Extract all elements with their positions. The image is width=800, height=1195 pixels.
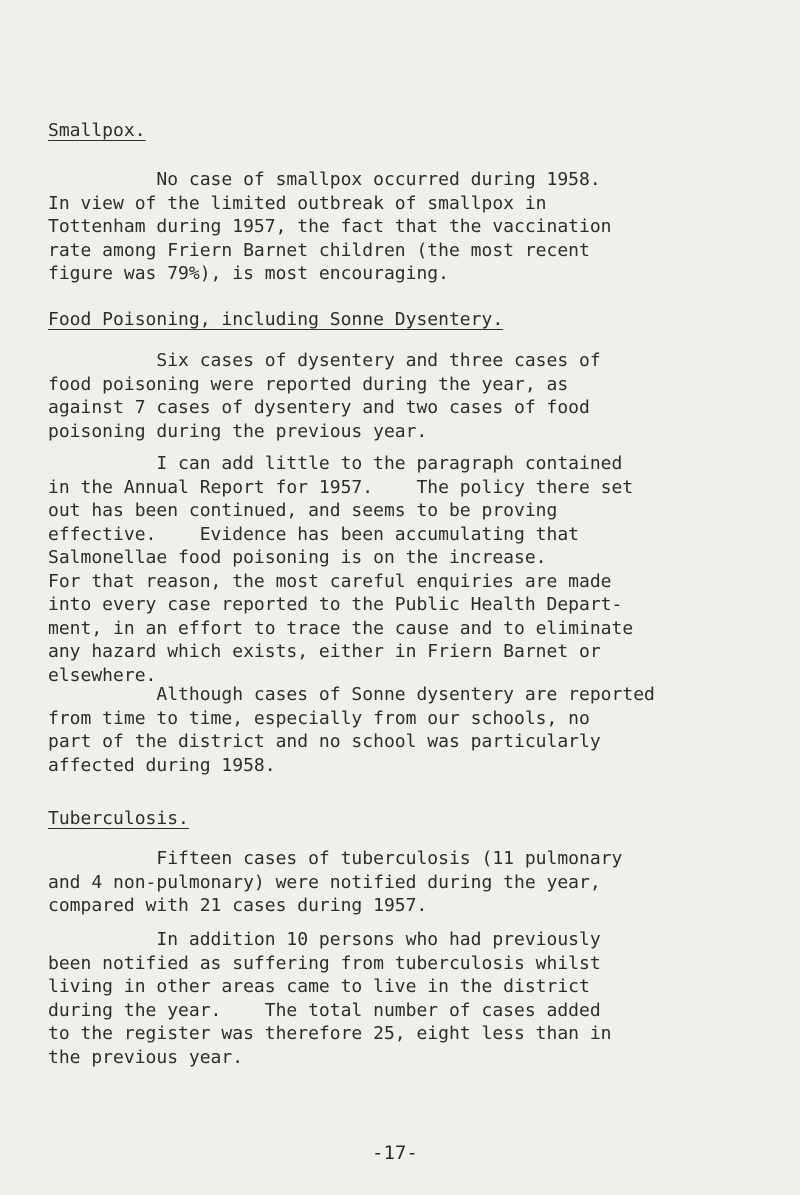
- food-poisoning-paragraph-3: Although cases of Sonne dysentery are reported from time to time, especially from our schools, no part of the district and no school was particularly affected during 1958.: [48, 684, 655, 776]
- tuberculosis-paragraph-2: In addition 10 persons who had previously been notified as suffering from tuberculosis whilst living in other areas came to live in the district during the year. The total number of cases added to the register was therefore 25, eight less than in the previous year.: [48, 929, 612, 1068]
- food-poisoning-paragraph-2: I can add little to the paragraph contained in the Annual Report for 1957. The policy there set out has been continued, and seems to be proving effective. Evidence has been accumulating that Salmonellae food poisoning is on the increase. For that reason, the most careful enquiries are made into every case reported to the Public Health Depart- ment, in an effort to trace the cause and to eliminate any hazard which exists, either in Friern Barnet or elsewhere.: [48, 453, 634, 686]
- food-poisoning-paragraph-1: Six cases of dysentery and three cases of food poisoning were reported during the year, as against 7 cases of dysentery and two cases of food poisoning during the previous year.: [48, 350, 601, 442]
- tuberculosis-paragraph-1: Fifteen cases of tuberculosis (11 pulmonary and 4 non-pulmonary) were notified during the year, compared with 21 cases during 1957.: [48, 848, 623, 916]
- food-poisoning-heading: Food Poisoning, including Sonne Dysentery.: [48, 309, 504, 330]
- smallpox-heading: Smallpox.: [48, 120, 146, 141]
- tuberculosis-heading: Tuberculosis.: [48, 808, 189, 829]
- smallpox-paragraph: No case of smallpox occurred during 1958. In view of the limited outbreak of smallpox in Tottenham during 1957, the fact that the vaccination rate among Friern Barnet children (the most recent figure was 79%), is most encouraging.: [48, 169, 612, 284]
- page-number: -17-: [372, 1142, 418, 1164]
